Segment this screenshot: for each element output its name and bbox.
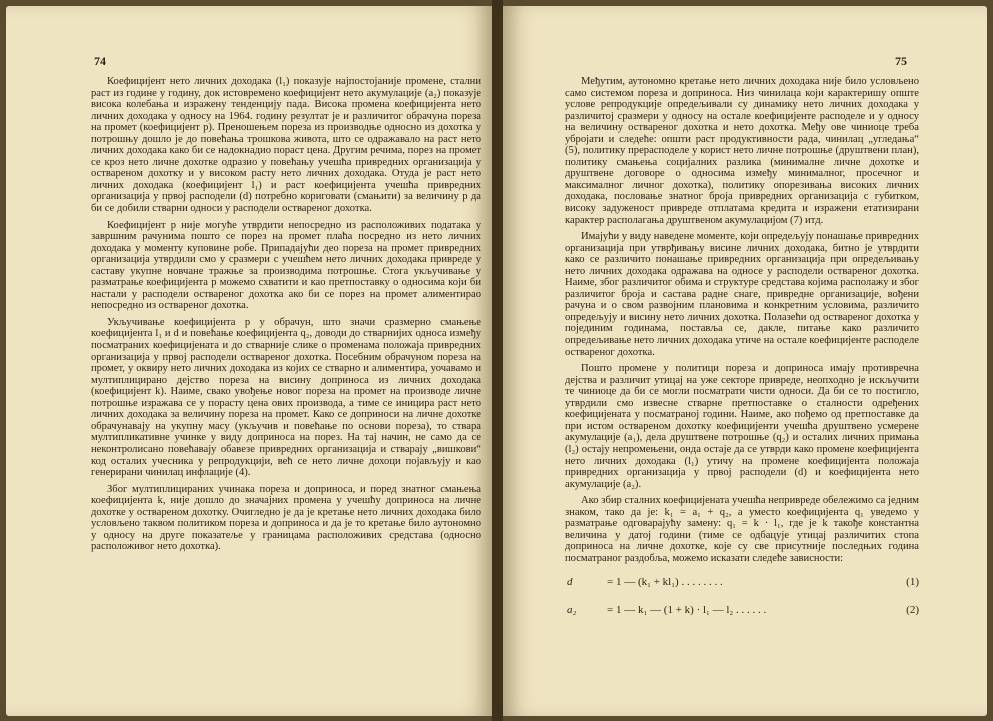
equation-rhs: = 1 — k₁ — (1 + k) · l₁ — l₂ . . . . . . [607,603,767,616]
paragraph: Због мултиплицираних учинака пореза и доприноса, и поред знатног смањења коефицијента k, није дошло до значајних промена у учешћу доприноса на личне дохотке у оствареном дохотку. Очигледно је да је кретање нето личних доходака било условљено таквом политиком пореза и доприноса и да је то кретање било аутономно у односу на друге показатеље у границама расположивих средстава (односно расположивог нето дохотка). [91,483,481,553]
paragraph: Ако збир сталних коефицијената учешћа непривреде обележимо са једним знаком, тако да је: k₁ = a₁ + q₂, а уместо коефицијента q₁ уведемо у разматрање одговарајућу замену: q₁ = k · l₁, где је k такође константна величина у датој години (тиме се одбацује утицај различитих стопа доприноса на личне дохотке, које су све присутније последњих година посматраног раздобља, можемо исказати следеће зависности: [565,495,919,564]
equation-rhs: = 1 — (k₁ + kl₁) . . . . . . . . [607,575,723,588]
paragraph: Коефицијент p није могуће утврдити непосредно из расположивих података у завршним рачунима пошто се порез на промет плаћа посредно из нето личних доходака у моменту куповине робе. Припадајући део пореза на промет привредних организација утврдили смо у сразмери с учешћем нето личних доходака привреде у саставу укупне новчане тражње за производима потрошње. Стога укључивање у разматрање коефицијента p можемо схватити и као претпоставку о односима који би настали у расподели оствареног дохотка ако би се порез на промет алиментирао непосредно из оствареног дохотка. [91,219,481,312]
body-text [91,76,481,558]
paragraph: Пошто промене у политици пореза и доприноса имају противречна дејства и различит утицај на уже секторе привреде, неопходно је искључити те чиниоце да би се могли посматрати чисти односи. Да би се то постигло, утврдили смо извесне стварне претпоставке о сталности одређених коефицијената у посматраној години. Наиме, ако пођемо од претпоставке да при истом оствареном дохотку коефицијенти учешћа друштвено усмерене акумулације (a₁), дела друштвене потрошње (q₂) и осталих личних примања (l₂) остају непромењени, онда остаје да се утврди како промене коефицијента нето личних доходака (l₁) утичу на промене коефицијента положаја привредних организација у првој расподели (d) и коефицијента нето акумулације (a₂). [565,363,919,490]
paragraph: Коефицијент нето личних доходака (l₁) показује најпостојаније промене, стални раст из године у годину, док истовремено коефицијент нето акумулације (a₂) показује висока колебања и изражену тенденцију пада. Висока промена коефицијента нето личних доходака у односу на 1964. годину резултат је и различитог обрачуна пореза на промет (коефицијент p). Преношењем пореза из производње односно из дохотка у потрошњу дошло је до повећања трошкова живота, што се одражавало на раст нето личних доходака како би се надокнадио пораст цена. Другим речима, порез на промет се кроз нето личне дохотке одразио у повећању учешћа привредних организација у оствареном дохотку и у високом расту нето личних доходака. Отуда је раст нето личних доходака (коефицијент l₁) и раст коефицијента учешћа привредних организација у првој расподели (d) потребно кориговати (смањити) за величину p да би се добили стварни односи у расподели оствареног дохотка. [91,76,481,215]
equation-lhs: a₂ [567,603,577,616]
equation [565,572,919,592]
equation-number: (2) [906,603,919,616]
left-page [6,6,492,716]
paragraph: Међутим, аутономно кретање нето личних доходака није било условљено само системом пореза и доприноса. Низ чинилаца који карактеришу опште услове репродукције опредељивали су динамику нето личних доходака у различитој сразмери у односу на остале коефицијенте расподеле и у односу на величину оствареног дохотка и нето дохотка. Међу ове чиниоце треба убројати и следеће: општи раст продуктивности рада, чинилац „угледања“ (5), политику прерасподеле у корист нето личне потрошње (друштвени план), политику смањења социјалних разлика (минималне личне дохотке и друштвене договоре о односима између минималног, просечног и максималног личног дохотка), политику опорезивања високих личних доходака, пословање знатног броја привредних организација с губитком, високу задуженост привреде отплатама кредита и изражени етатизирани карактер располагања друштвеном акумулацијом (7) итд. [565,76,919,226]
book-gutter [492,0,503,721]
equation-number: (1) [906,575,919,588]
right-page [503,6,987,716]
page-number: 75 [895,54,907,68]
paragraph: Имајући у виду наведене моменте, који опредељују понашање привредних организација при утврђивању висине личних доходака, битно је утврдити како се различито понашање привредних организација при опредељивању нето личних доходака одражава на односе у расподели оствареног дохотка. Наиме, због различитог обима и структуре средстава којима располажу и због различитог броја и састава радне снаге, привредне организације, вођени рачуна и о свом развојним плановима и конкретним условима, различито опредељују и висину нето личних дохотка. Полазећи од оствареног дохотка у појединим годинама, поставља се, дакле, питање како различито опредељивање нето личних доходака утиче на остале коефицијенте расподеле оствареног дохотка. [565,231,919,358]
equation-lhs: d [567,575,573,588]
paragraph: Укључивање коефицијента p у обрачун, што значи сразмерно смањење коефицијента l₁ и d и повећање коефицијента q₂, доводи до стварнијих односа између посматраних коефицијената и до стварније слике о променама положаја привредних организација у првој расподели оствареног дохотка. Посебним обрачуном пореза на промет, у оквиру нето личних доходака из којих се стварно и алиментира, уочавамо и мултиплицирано дејство пореза на висину доприноса из личних доходака (коефицијент k). Наиме, свако увођење новог пореза на промет на производе личне потрошње изражава се у порасту цена ових производа, а тиме се иницира раст нето личних доходака за величину пореза на промет. Како се доприноси на личне дохотке обрачунавају на укупну масу (укључив и повећање по основи пореза), то ствара мултипликативне учинке у виду доприноса на порез. На тај начин, не само да се неконтролисано повећавају обавезе привредних организација и стварају „вишкови“ код осталих учесника у репродукцији, већ се нето личне дохоци појављују и као генерирани чинилац инфлације (4). [91,316,481,479]
body-text [565,76,919,620]
page-number: 74 [94,54,106,68]
equation [565,600,919,620]
